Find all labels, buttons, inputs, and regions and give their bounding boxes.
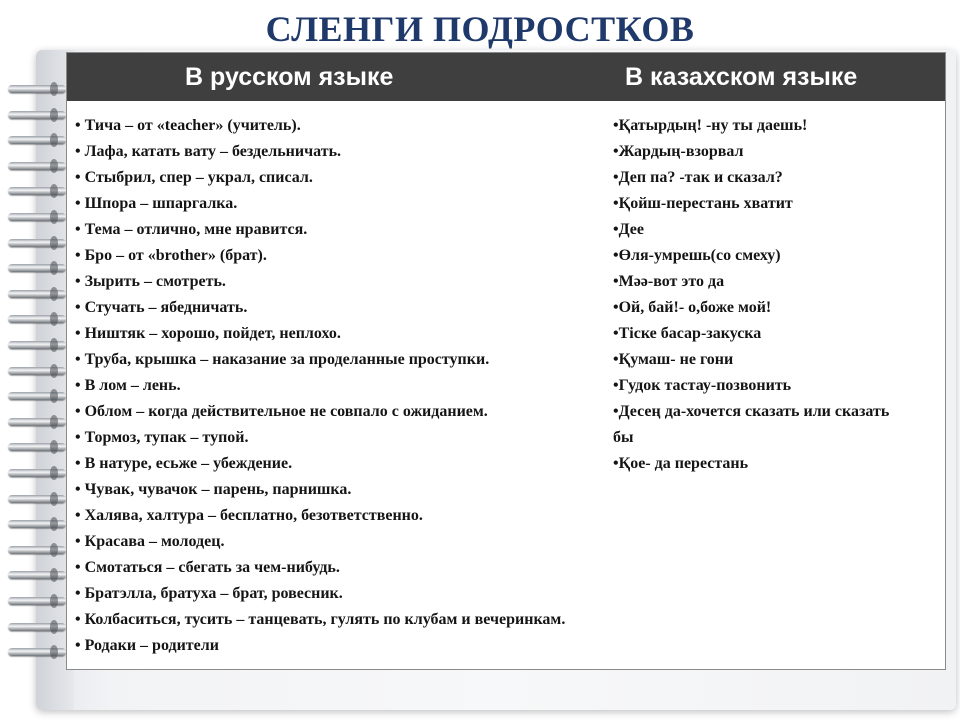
- list-item: •Қойш-перестань хватит: [613, 195, 793, 212]
- list-item: • Облом – когда действительное не совпало с ожиданием.: [75, 403, 488, 420]
- list-item: • Тормоз, тупак – тупой.: [75, 429, 249, 446]
- spiral-ring: [8, 162, 66, 170]
- list-item: • Тича – от «teacher» (учитель).: [75, 117, 301, 134]
- spiral-ring: [8, 290, 66, 298]
- spiral-ring: [8, 571, 66, 579]
- spiral-ring: [8, 597, 66, 605]
- kazakh-slang-list: [613, 113, 913, 477]
- spiral-ring: [8, 418, 66, 426]
- list-item: • Красава – молодец.: [75, 533, 225, 550]
- list-item: • Лафа, катать вату – бездельничать.: [75, 143, 342, 160]
- list-item: •Өля-умрешь(со смеху): [613, 247, 781, 264]
- list-item: • Стыбрил, спер – украл, списал.: [75, 169, 313, 186]
- list-item: • Шпора – шпаргалка.: [75, 195, 238, 212]
- spiral-ring: [8, 341, 66, 349]
- list-item: •Тіске басар-закуска: [613, 325, 762, 342]
- list-item: • Зырить – смотреть.: [75, 273, 226, 290]
- spiral-ring: [8, 648, 66, 656]
- list-item: •Десең да-хочется сказать или сказать бы: [613, 403, 890, 446]
- list-item: • Бро – от «brother» (брат).: [75, 247, 267, 264]
- list-item: •Қатырдың! -ну ты даешь!: [613, 117, 808, 134]
- list-item: •Қумаш- не гони: [613, 351, 734, 368]
- spiral-ring: [8, 213, 66, 221]
- spiral-binding: [8, 85, 66, 660]
- spiral-ring: [8, 239, 66, 247]
- spiral-ring: [8, 111, 66, 119]
- spiral-ring: [8, 443, 66, 451]
- russian-slang-list: [75, 113, 605, 659]
- spiral-ring: [8, 85, 66, 93]
- list-item: • Халява, халтура – бесплатно, безответственно.: [75, 507, 423, 524]
- spiral-ring: [8, 623, 66, 631]
- list-item: •Дее: [613, 221, 645, 238]
- header-russian: В русском языке: [185, 63, 394, 91]
- table-header: [67, 53, 945, 101]
- spiral-ring: [8, 546, 66, 554]
- list-item: •Мәә-вот это да: [613, 273, 725, 290]
- list-item: • Чувак, чувачок – парень, парнишка.: [75, 481, 352, 498]
- list-item: •Ой, бай!- о,боже мой!: [613, 299, 772, 316]
- list-item: • Братэлла, братуха – брат, ровесник.: [75, 585, 343, 602]
- list-item: • Ништяк – хорошо, пойдет, неплохо.: [75, 325, 341, 342]
- list-item: • Тема – отлично, мне нравится.: [75, 221, 308, 238]
- page-title: СЛЕНГИ ПОДРОСТКОВ: [265, 9, 695, 49]
- list-item: •Гудок тастау-позвонить: [613, 377, 792, 394]
- list-item: •Жардың-взорвал: [613, 143, 744, 160]
- spiral-ring: [8, 520, 66, 528]
- spiral-ring: [8, 367, 66, 375]
- list-item: • Колбаситься, тусить – танцевать, гулять по клубам и вечеринкам.: [75, 611, 566, 628]
- list-item: • Труба, крышка – наказание за проделанные проступки.: [75, 351, 490, 368]
- spiral-ring: [8, 315, 66, 323]
- spiral-ring: [8, 392, 66, 400]
- list-item: •Қое- да перестань: [613, 455, 749, 472]
- list-item: • В натуре, есьже – убеждение.: [75, 455, 293, 472]
- slang-table: [66, 52, 946, 670]
- spiral-ring: [8, 264, 66, 272]
- list-item: • Стучать – ябедничать.: [75, 299, 248, 316]
- list-item: •Деп па? -так и сказал?: [613, 169, 783, 186]
- spiral-ring: [8, 187, 66, 195]
- spiral-ring: [8, 136, 66, 144]
- spiral-ring: [8, 495, 66, 503]
- list-item: • В лом – лень.: [75, 377, 181, 394]
- list-item: • Родаки – родители: [75, 637, 219, 654]
- header-kazakh: В казахском языке: [625, 63, 858, 91]
- spiral-ring: [8, 469, 66, 477]
- list-item: • Смотаться – сбегать за чем-нибудь.: [75, 559, 340, 576]
